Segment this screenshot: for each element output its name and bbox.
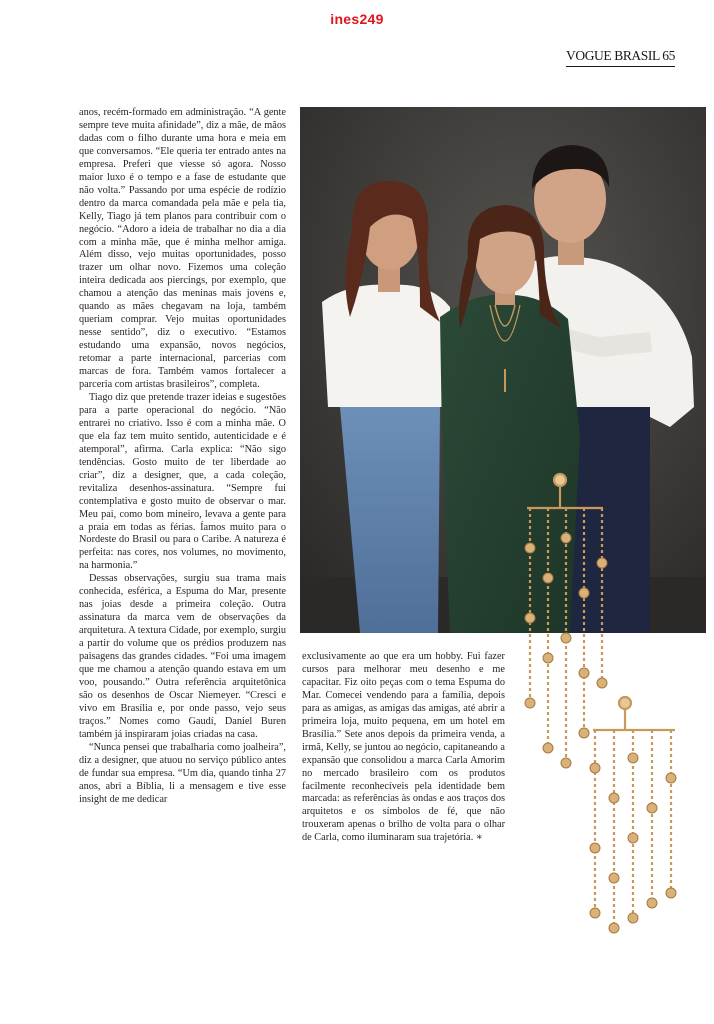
folio-underline <box>566 66 675 67</box>
article-column-left <box>79 107 286 806</box>
article-column-right <box>302 651 505 845</box>
folio-text: VOGUE BRASIL 65 <box>566 48 676 63</box>
left-paragraph-1: anos, recém-formado em administração. “A gente sempre teve muita afinidade”, diz a mãe, de mãos dadas com o filho durante uma hora e meia em que conversamos. “Ele queria ter entrado antes na empresa. Preferi que viesse só agora. Nosso maior luxo é o tempo e a fase de estudante que não volta.” Passando por uma espécie de rodízio dentro da marca comandada pela mãe e pela tia, Kelly, Tiago já tem planos para contribuir com o negócio. “Adoro a ideia de trabalhar no dia a dia com a minha mãe, que é minha melhor amiga. Além disso, vejo muitas oportunidades, posso trazer um olhar novo. Fizemos uma coleção inteira dedicada aos piercings, por exemplo, que chamou a atenção das meninas mais jovens e, quando as mães chegavam na loja, também queriam comprar. Vejo muitas oportunidades nesse sentido”, diz o executivo. “Estamos estudando uma expansão, novos negócios, retomar a parte internacional, parcerias com marcas de fora. Também vamos fortalecer a parceria com artistas brasileiros”, completa. <box>79 107 286 391</box>
left-paragraph-2: Tiago diz que pretende trazer ideias e sugestões para a parte operacional do negócio. “Não entrarei no criativo. Isso é com a minha mãe. O que ela faz tem muito sentido, autenticidade e é atemporal”, afirma. Carla explica: “Não sigo tendências. Gosto muito de ter liberdade ao criar”, diz a designer, que, a cada coleção, revitaliza desenhos-assinatura. “Sempre fui contemplativa e gosto muito de observar o mar. Meu pai, como bom mineiro, levava a gente para a praia em todas as férias. Íamos muito para o Nordeste do Brasil ou para o Caribe. A natureza é perfeita: nas cores, nos volumes, no movimento, na harmonia.” <box>79 391 286 572</box>
left-paragraph-4: “Nunca pensei que trabalharia como joalheira”, diz a designer, que atuou no serviço público antes de fundar sua empresa. “Um dia, quando tinha 27 anos, abri a Bíblia, li a mensagem e tive esse insight de me dedicar <box>79 741 286 805</box>
watermark: ines249 <box>330 11 384 27</box>
right-paragraph-1: exclusivamente ao que era um hobby. Fui fazer cursos para melhorar meu desenho e me capacitar. Fiz oito peças com o tema Espuma do Mar. Comecei vendendo para a família, depois para as amigas, as amigas das amigas, até abrir a primeira loja, muito pequena, em um hotel em Brasília.” Sete anos depois da primeira venda, a irmã, Kelly, se juntou ao negócio, capitaneando a expansão que consolidou a marca Carla Amorim no mercado brasileiro com os produtos facilmente reconhecíveis pela identidade bem marcada: as referências às ondas e aos traços dos arquitetos e os símbolos de fé, que não trouxeram apenas o brilho de volta para o olhar de Carla, como iluminaram sua trajetória. ∗ <box>302 651 505 844</box>
gold-earrings-illustration <box>515 468 695 938</box>
left-paragraph-3: Dessas observações, surgiu sua trama mais conhecida, esférica, a Espuma do Mar, presente nas joias desde a primeira coleção. Outra assinatura da marca vem de observações da arquitetura. A textura Cidade, por exemplo, surgiu a partir do volume que os prédios produzem nas paisagens das grandes cidades. “Foi uma imagem que me chamou a atenção quando estava em um voo, pousando.” Outra referência arquitetônica são os desenhos de Oscar Niemeyer. “Cresci e vivo em Brasília e, por onde passo, vejo seus traços.” Nomes como Gaudí, Daniel Buren também já inspiraram joias criadas na casa. <box>79 573 286 740</box>
page-folio <box>566 48 675 64</box>
